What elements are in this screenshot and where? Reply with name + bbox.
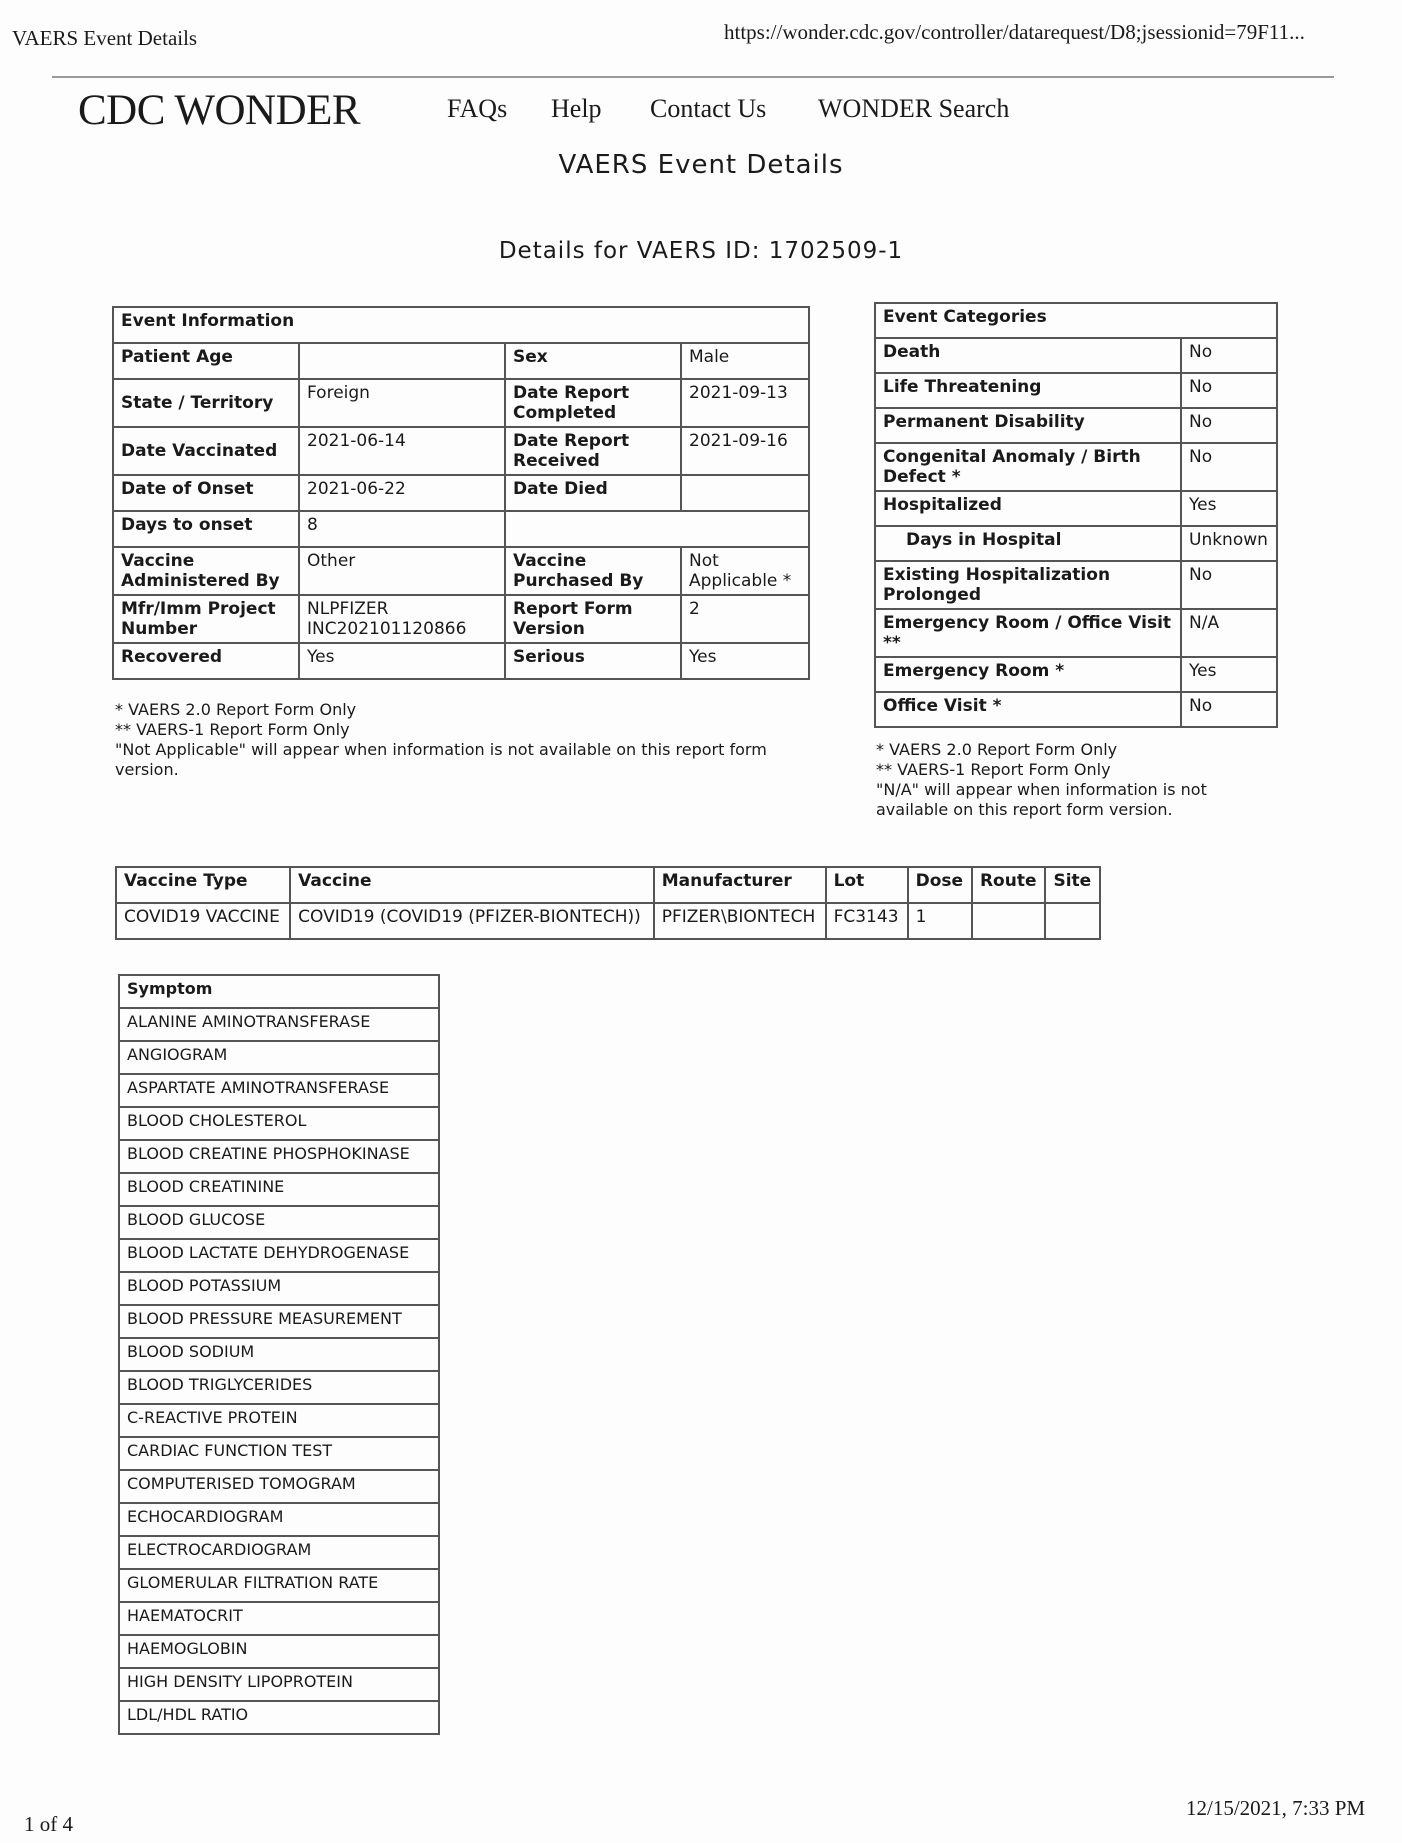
nav-contact-link[interactable]: Contact Us xyxy=(650,94,767,123)
symptom-row: ANGIOGRAM xyxy=(119,1041,439,1074)
event-categories-table xyxy=(874,302,1278,728)
nav-wonder-search-link[interactable]: WONDER Search xyxy=(818,94,1010,123)
state-value: Foreign xyxy=(299,379,505,427)
symptom-row: BLOOD LACTATE DEHYDROGENASE xyxy=(119,1239,439,1272)
table-row xyxy=(116,903,1100,939)
date-report-received-value: 2021-09-16 xyxy=(681,427,809,475)
symptom-row: CARDIAC FUNCTION TEST xyxy=(119,1437,439,1470)
date-report-completed-value: 2021-09-13 xyxy=(681,379,809,427)
symptom-row: LDL/HDL RATIO xyxy=(119,1701,439,1734)
footnote: "Not Applicable" will appear when information is not available on this report form version. xyxy=(115,740,767,779)
symptom-row: COMPUTERISED TOMOGRAM xyxy=(119,1470,439,1503)
event-info-footnotes xyxy=(115,700,795,780)
days-to-onset-label: Days to onset xyxy=(113,511,299,547)
print-header-url: https://wonder.cdc.gov/controller/datarequest/D8;jsessionid=79F11... xyxy=(724,20,1305,44)
event-information-table xyxy=(112,306,810,680)
symptom-row: BLOOD SODIUM xyxy=(119,1338,439,1371)
administered-by-label: Vaccine Administered By xyxy=(113,547,299,595)
project-number-label: Mfr/Imm Project Number xyxy=(113,595,299,643)
patient-age-label: Patient Age xyxy=(113,343,299,379)
serious-label: Serious xyxy=(505,643,681,679)
header-divider xyxy=(52,76,1334,78)
sex-value: Male xyxy=(681,343,809,379)
symptom-row: C-REACTIVE PROTEIN xyxy=(119,1404,439,1437)
footnote: ** VAERS-1 Report Form Only xyxy=(115,720,350,739)
category-value: No xyxy=(1181,338,1277,373)
category-label: Emergency Room * xyxy=(875,657,1181,692)
date-vaccinated-label: Date Vaccinated xyxy=(113,427,299,475)
date-report-received-label: Date Report Received xyxy=(505,427,681,475)
symptom-row: HIGH DENSITY LIPOPROTEIN xyxy=(119,1668,439,1701)
report-form-version-label: Report Form Version xyxy=(505,595,681,643)
footnote: "N/A" will appear when information is not available on this report form version. xyxy=(876,780,1207,819)
symptom-row: HAEMOGLOBIN xyxy=(119,1635,439,1668)
symptom-row: ECHOCARDIOGRAM xyxy=(119,1503,439,1536)
print-timestamp: 12/15/2021, 7:33 PM xyxy=(1186,1796,1366,1820)
category-label: Emergency Room / Office Visit ** xyxy=(875,609,1181,657)
column-header: Lot xyxy=(826,867,908,903)
report-form-version-value: 2 xyxy=(681,595,809,643)
column-header: Route xyxy=(972,867,1046,903)
category-value: N/A xyxy=(1181,609,1277,657)
site-cell xyxy=(1045,903,1100,939)
vaccine-type-cell: COVID19 VACCINE xyxy=(116,903,290,939)
vaccine-cell: COVID19 (COVID19 (PFIZER-BIONTECH)) xyxy=(290,903,654,939)
date-vaccinated-value: 2021-06-14 xyxy=(299,427,505,475)
state-label: State / Territory xyxy=(113,379,299,427)
patient-age-value xyxy=(299,343,505,379)
event-categories-caption: Event Categories xyxy=(875,303,1277,338)
category-label: Hospitalized xyxy=(875,491,1181,526)
dose-cell: 1 xyxy=(908,903,972,939)
symptom-row: ELECTROCARDIOGRAM xyxy=(119,1536,439,1569)
lot-cell: FC3143 xyxy=(826,903,908,939)
nav-help-link[interactable]: Help xyxy=(551,94,602,123)
event-information-caption: Event Information xyxy=(113,307,809,343)
footnote: ** VAERS-1 Report Form Only xyxy=(876,760,1111,779)
recovered-value: Yes xyxy=(299,643,505,679)
manufacturer-cell: PFIZER\BIONTECH xyxy=(654,903,826,939)
date-onset-label: Date of Onset xyxy=(113,475,299,511)
category-value: No xyxy=(1181,561,1277,609)
vaccine-table xyxy=(115,866,1101,940)
project-number-value: NLPFIZER INC202101120866 xyxy=(299,595,505,643)
category-value: No xyxy=(1181,373,1277,408)
symptom-row: HAEMATOCRIT xyxy=(119,1602,439,1635)
column-header: Vaccine xyxy=(290,867,654,903)
category-label: Office Visit * xyxy=(875,692,1181,727)
date-report-completed-label: Date Report Completed xyxy=(505,379,681,427)
category-value: Unknown xyxy=(1181,526,1277,561)
date-died-label: Date Died xyxy=(505,475,681,511)
category-label: Permanent Disability xyxy=(875,408,1181,443)
sex-label: Sex xyxy=(505,343,681,379)
symptom-row: BLOOD CHOLESTEROL xyxy=(119,1107,439,1140)
symptom-row: BLOOD TRIGLYCERIDES xyxy=(119,1371,439,1404)
event-categories-footnotes xyxy=(876,740,1276,820)
page-title: VAERS Event Details xyxy=(558,150,844,180)
purchased-by-label: Vaccine Purchased By xyxy=(505,547,681,595)
symptom-header: Symptom xyxy=(119,975,439,1008)
category-value: No xyxy=(1181,443,1277,491)
footnote: * VAERS 2.0 Report Form Only xyxy=(876,740,1118,759)
symptom-row: BLOOD CREATINE PHOSPHOKINASE xyxy=(119,1140,439,1173)
route-cell xyxy=(972,903,1046,939)
date-onset-value: 2021-06-22 xyxy=(299,475,505,511)
column-header: Dose xyxy=(908,867,972,903)
recovered-label: Recovered xyxy=(113,643,299,679)
symptom-row: BLOOD POTASSIUM xyxy=(119,1272,439,1305)
site-logo[interactable]: CDC WONDER xyxy=(78,87,361,134)
date-died-value xyxy=(681,475,809,511)
symptom-row: ASPARTATE AMINOTRANSFERASE xyxy=(119,1074,439,1107)
print-header-title: VAERS Event Details xyxy=(12,26,198,50)
category-label: Life Threatening xyxy=(875,373,1181,408)
column-header: Vaccine Type xyxy=(116,867,290,903)
footnote: * VAERS 2.0 Report Form Only xyxy=(115,700,357,719)
details-title: Details for VAERS ID: 1702509-1 xyxy=(498,238,904,264)
days-to-onset-value: 8 xyxy=(299,511,505,547)
serious-value: Yes xyxy=(681,643,809,679)
symptom-table xyxy=(118,974,440,1735)
symptom-row: BLOOD CREATININE xyxy=(119,1173,439,1206)
category-value: No xyxy=(1181,408,1277,443)
symptom-row: BLOOD PRESSURE MEASUREMENT xyxy=(119,1305,439,1338)
page-number: 1 of 4 xyxy=(24,1812,73,1836)
category-label: Congenital Anomaly / Birth Defect * xyxy=(875,443,1181,491)
symptom-row: BLOOD GLUCOSE xyxy=(119,1206,439,1239)
category-label: Existing Hospitalization Prolonged xyxy=(875,561,1181,609)
category-value: Yes xyxy=(1181,657,1277,692)
category-value: No xyxy=(1181,692,1277,727)
administered-by-value: Other xyxy=(299,547,505,595)
purchased-by-value: Not Applicable * xyxy=(681,547,809,595)
nav-faqs-link[interactable]: FAQs xyxy=(447,94,508,123)
category-label: Days in Hospital xyxy=(875,526,1181,561)
column-header: Site xyxy=(1045,867,1100,903)
symptom-row: ALANINE AMINOTRANSFERASE xyxy=(119,1008,439,1041)
category-label: Death xyxy=(875,338,1181,373)
column-header: Manufacturer xyxy=(654,867,826,903)
symptom-row: GLOMERULAR FILTRATION RATE xyxy=(119,1569,439,1602)
category-value: Yes xyxy=(1181,491,1277,526)
empty-cell xyxy=(505,511,809,547)
